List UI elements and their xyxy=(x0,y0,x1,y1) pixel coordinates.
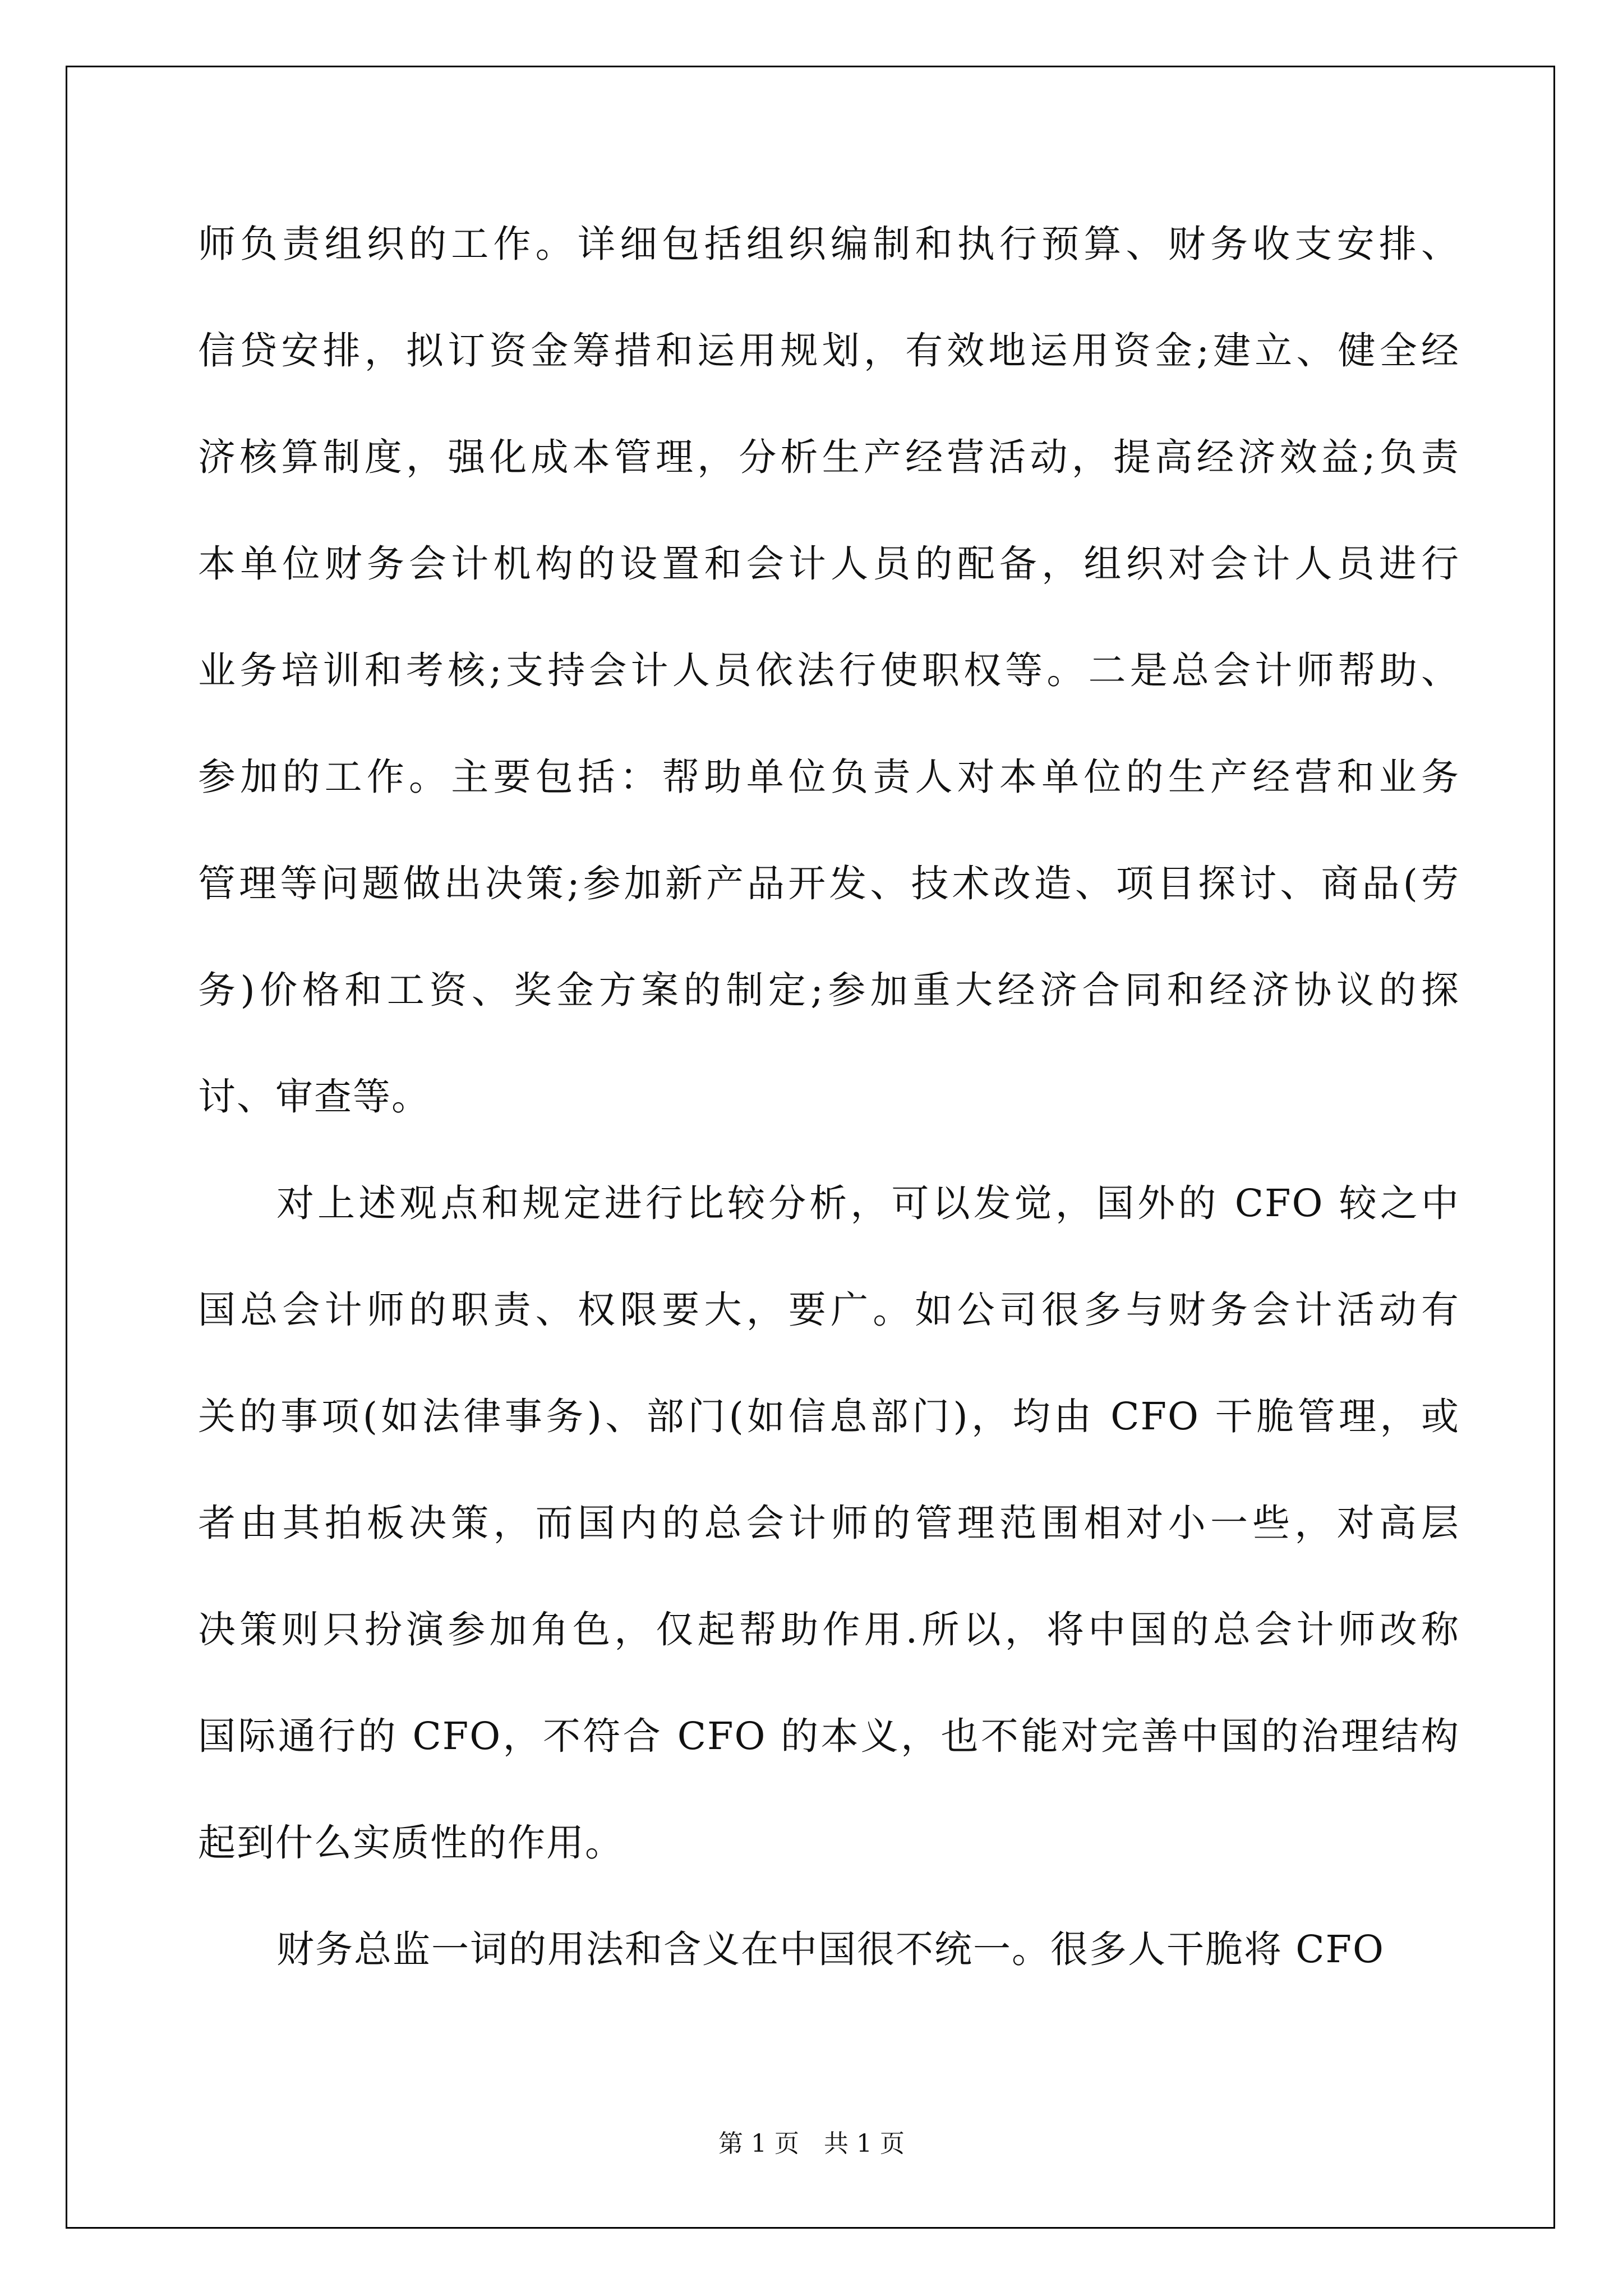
text-line: 国际通行的 CFO，不符合 CFO 的本义，也不能对完善中国的治理结构 xyxy=(198,1714,1460,1758)
text-line: 讨、审查等。 xyxy=(198,1075,430,1119)
text-line: 本单位财务会计机构的设置和会计人员的配备，组织对会计人员进行 xyxy=(198,542,1460,586)
paragraph-start-line: 财务总监一词的用法和含义在中国很不统一。很多人干脆将 CFO xyxy=(276,1927,1385,1971)
text-line: 决策则只扮演参加角色，仅起帮助作用.所以，将中国的总会计师改称 xyxy=(198,1608,1460,1651)
document-body xyxy=(198,216,1460,2028)
paragraph-start-line: 对上述观点和规定进行比较分析，可以发觉，国外的 CFO 较之中 xyxy=(276,1181,1460,1225)
text-line: 管理等问题做出决策;参加新产品开发、技术改造、项目探讨、商品(劳 xyxy=(198,862,1460,905)
text-line: 国总会计师的职责、权限要大，要广。如公司很多与财务会计活动有 xyxy=(198,1288,1460,1332)
text-line: 师负责组织的工作。详细包括组织编制和执行预算、财务收支安排、 xyxy=(198,222,1460,266)
text-line: 起到什么实质性的作用。 xyxy=(198,1821,624,1865)
page-number-footer: 第 1 页 共 1 页 xyxy=(718,2129,905,2158)
text-line: 务)价格和工资、奖金方案的制定;参加重大经济合同和经济协议的探 xyxy=(198,968,1460,1012)
text-line: 者由其拍板决策，而国内的总会计师的管理范围相对小一些，对高层 xyxy=(198,1501,1460,1545)
text-line: 参加的工作。主要包括：帮助单位负责人对本单位的生产经营和业务 xyxy=(198,755,1460,799)
text-line: 关的事项(如法律事务)、部门(如信息部门)，均由 CFO 干脆管理，或 xyxy=(198,1395,1460,1438)
text-line: 信贷安排，拟订资金筹措和运用规划，有效地运用资金;建立、健全经 xyxy=(198,329,1460,372)
text-line: 济核算制度，强化成本管理，分析生产经营活动，提高经济效益;负责 xyxy=(198,435,1460,479)
text-line: 业务培训和考核;支持会计人员依法行使职权等。二是总会计师帮助、 xyxy=(198,648,1460,692)
